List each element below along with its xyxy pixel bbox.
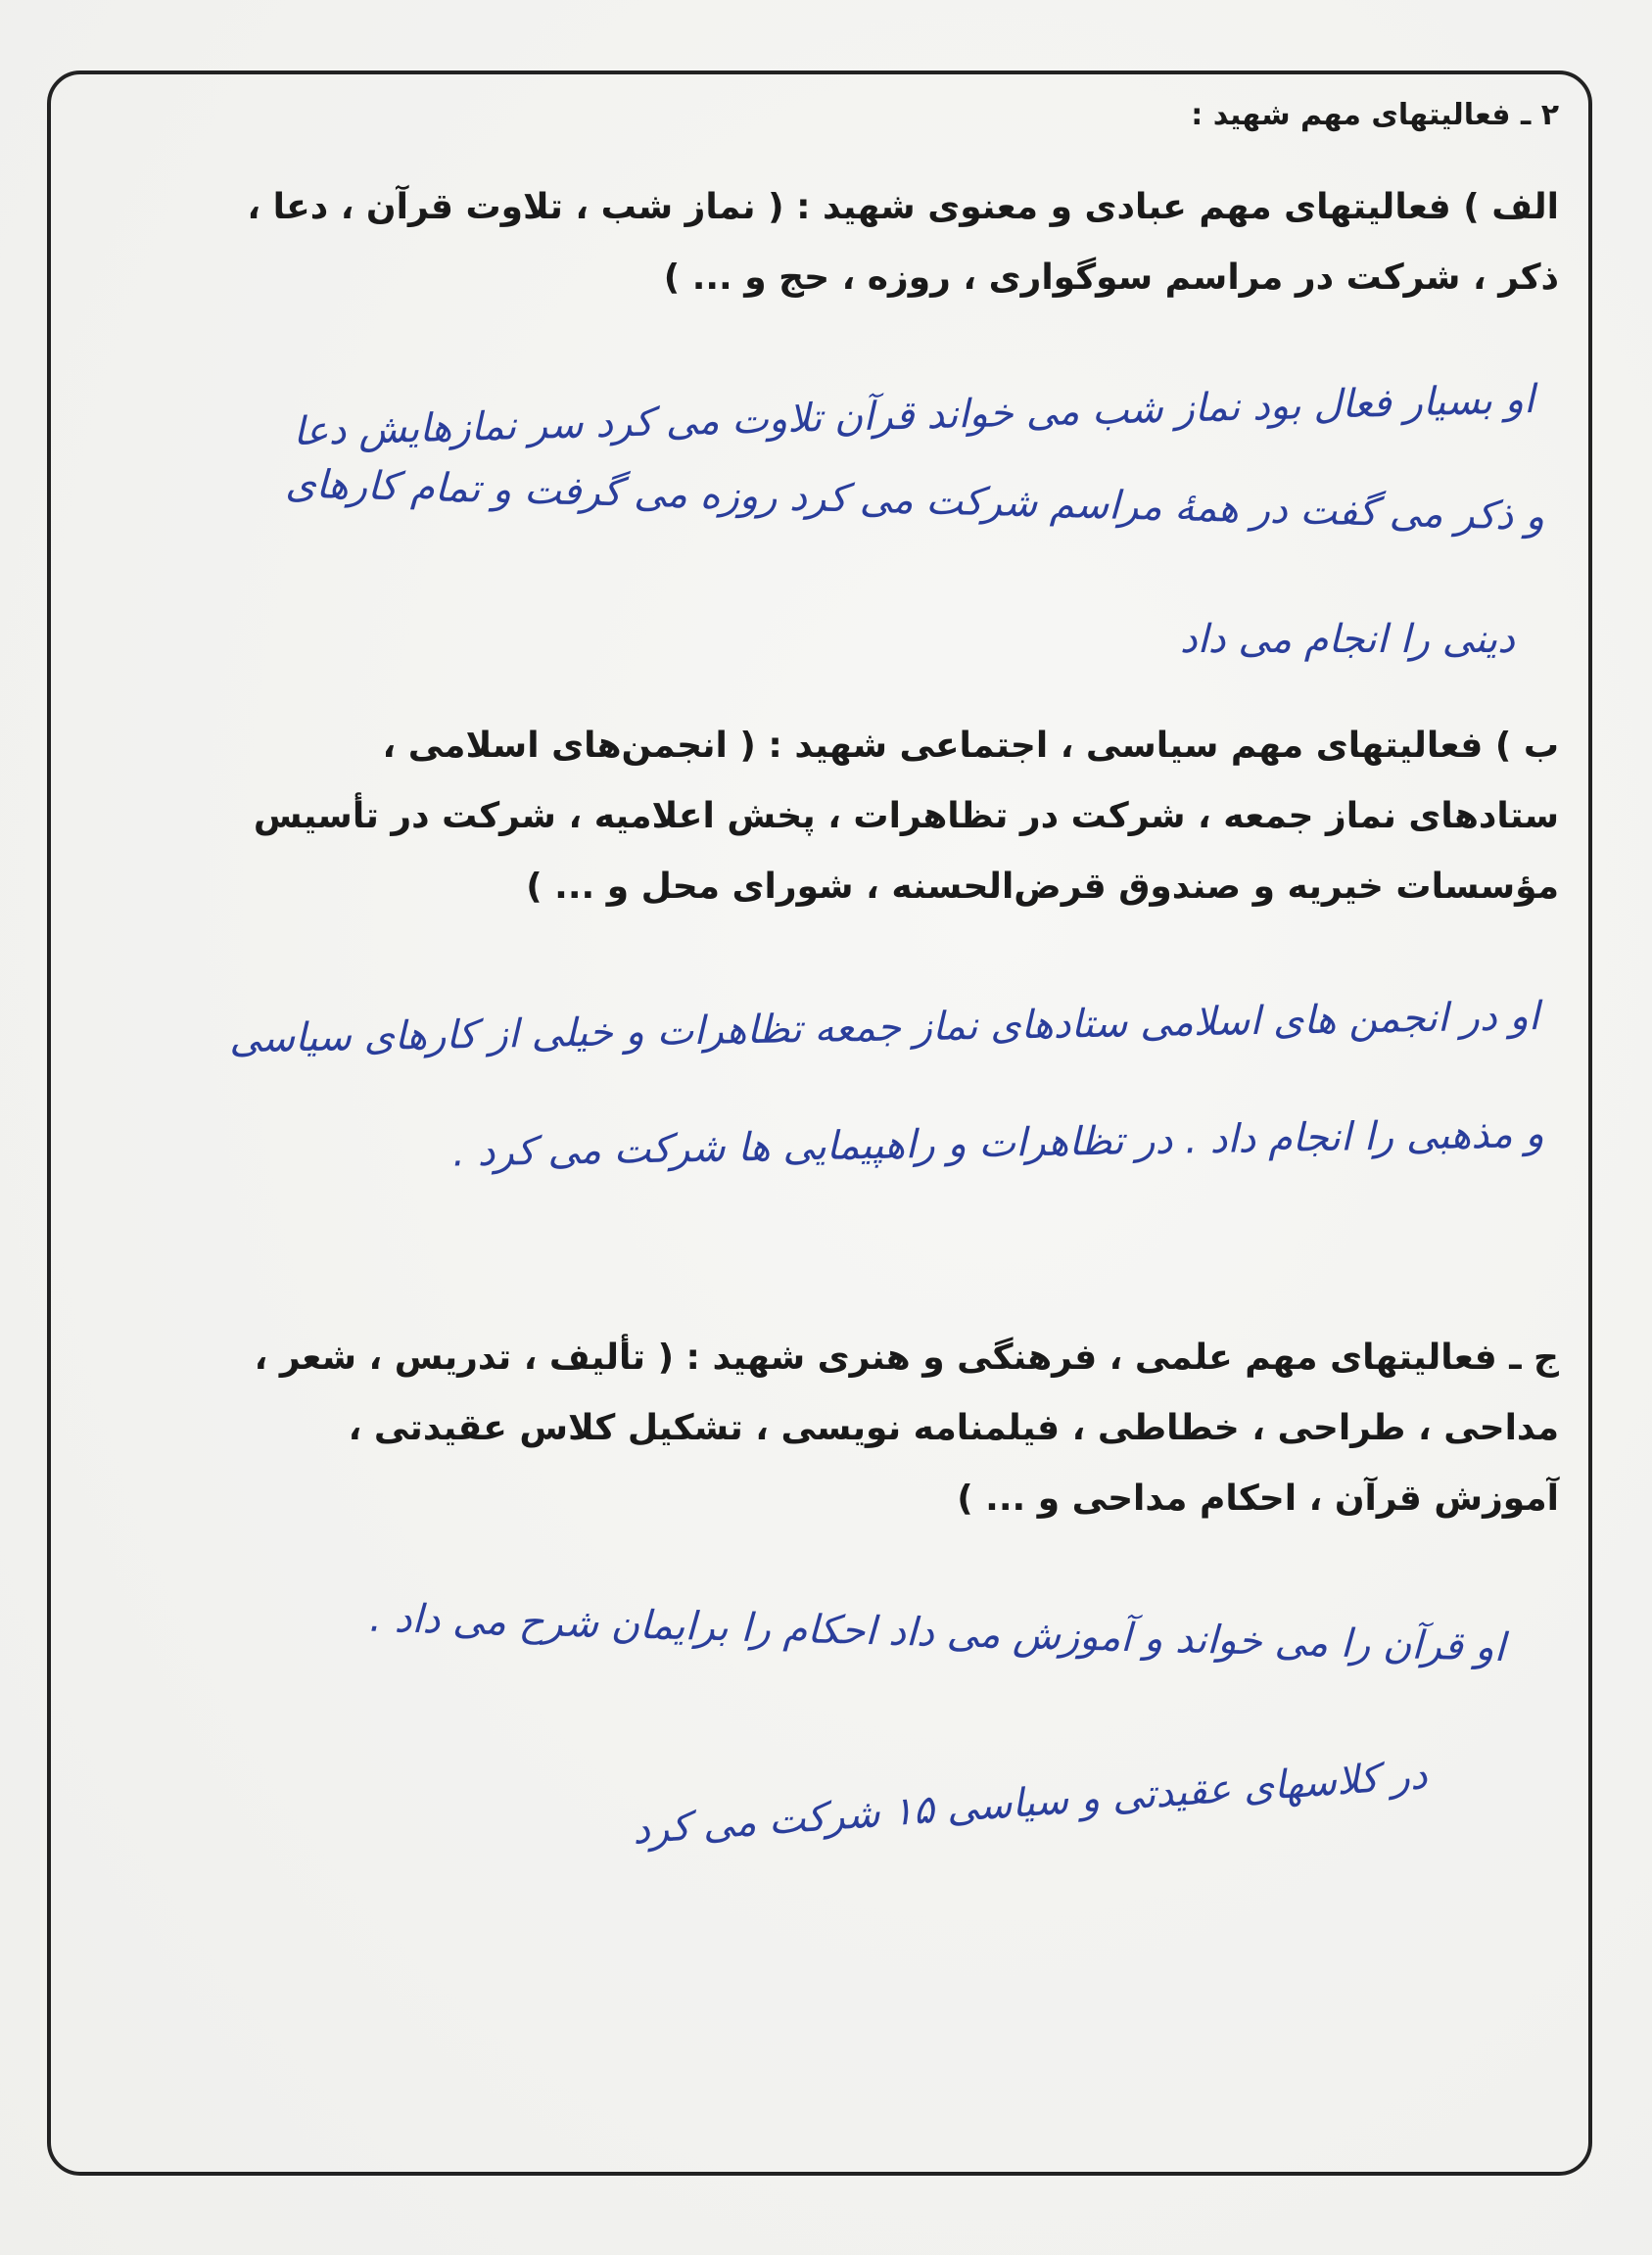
part-a-printed-line: ذکر ، شرکت در مراسم سوگواری ، روزه ، حج و ... ) [663, 258, 1559, 298]
part-b-handwritten-line: او در انجمن های اسلامی ستادهای نماز جمعه تظاهرات و خیلی از کارهای سیاسی [228, 994, 1540, 1062]
part-b-printed-line: ستادهای نماز جمعه ، شرکت در تظاهرات ، پخش اعلامیه ، شرکت در تأسیس [253, 796, 1559, 836]
part-b-printed-line: مؤسسات خیریه و صندوق قرض‌الحسنه ، شورای محل و ... ) [526, 867, 1559, 907]
part-a-handwritten-line: دینی را انجام می داد [1179, 617, 1515, 662]
part-a-handwritten-line: و ذکر می گفت در همهٔ مراسم شرکت می کرد روزه می گرفت و تمام کارهای [284, 461, 1545, 540]
part-b-printed [93, 720, 1559, 931]
part-b-printed-line: ب ) فعالیتهای مهم سیاسی ، اجتماعی شهید : ( انجمن‌های اسلامی ، [382, 726, 1559, 766]
part-a-handwritten-line: او بسیار فعال بود نماز شب می خواند قرآن تلاوت می کرد سر نمازهایش دعا [292, 377, 1535, 455]
part-c-printed-line: مداحی ، طراحی ، خطاطی ، فیلمنامه نویسی ، تشکیل کلاس عقیدتی ، [348, 1408, 1559, 1448]
part-b-handwritten-line: و مذهبی را انجام داد . در تظاهرات و راهپیمایی ها شرکت می کرد . [452, 1111, 1545, 1176]
part-c-printed-line: ج ـ فعالیتهای مهم علمی ، فرهنگی و هنری شهید : ( تألیف ، تدریس ، شعر ، [254, 1338, 1559, 1378]
part-c-handwritten-line: او قرآن را می خواند و آموزش می داد احکام را برایمان شرح می داد . [368, 1595, 1506, 1670]
part-a-printed [93, 181, 1559, 322]
section-heading: ۲ ـ فعالیتهای مهم شهید : [1191, 98, 1559, 132]
part-c-printed [93, 1332, 1559, 1543]
part-a-printed-line: الف ) فعالیتهای مهم عبادی و معنوی شهید : ( نماز شب ، تلاوت قرآن ، دعا ، [247, 187, 1559, 227]
part-c-handwritten-line: در کلاسهای عقیدتی و سیاسی ۱۵ شرکت می کرد [631, 1753, 1429, 1854]
part-c-printed-line: آموزش قرآن ، احکام مداحی و ... ) [957, 1479, 1559, 1519]
